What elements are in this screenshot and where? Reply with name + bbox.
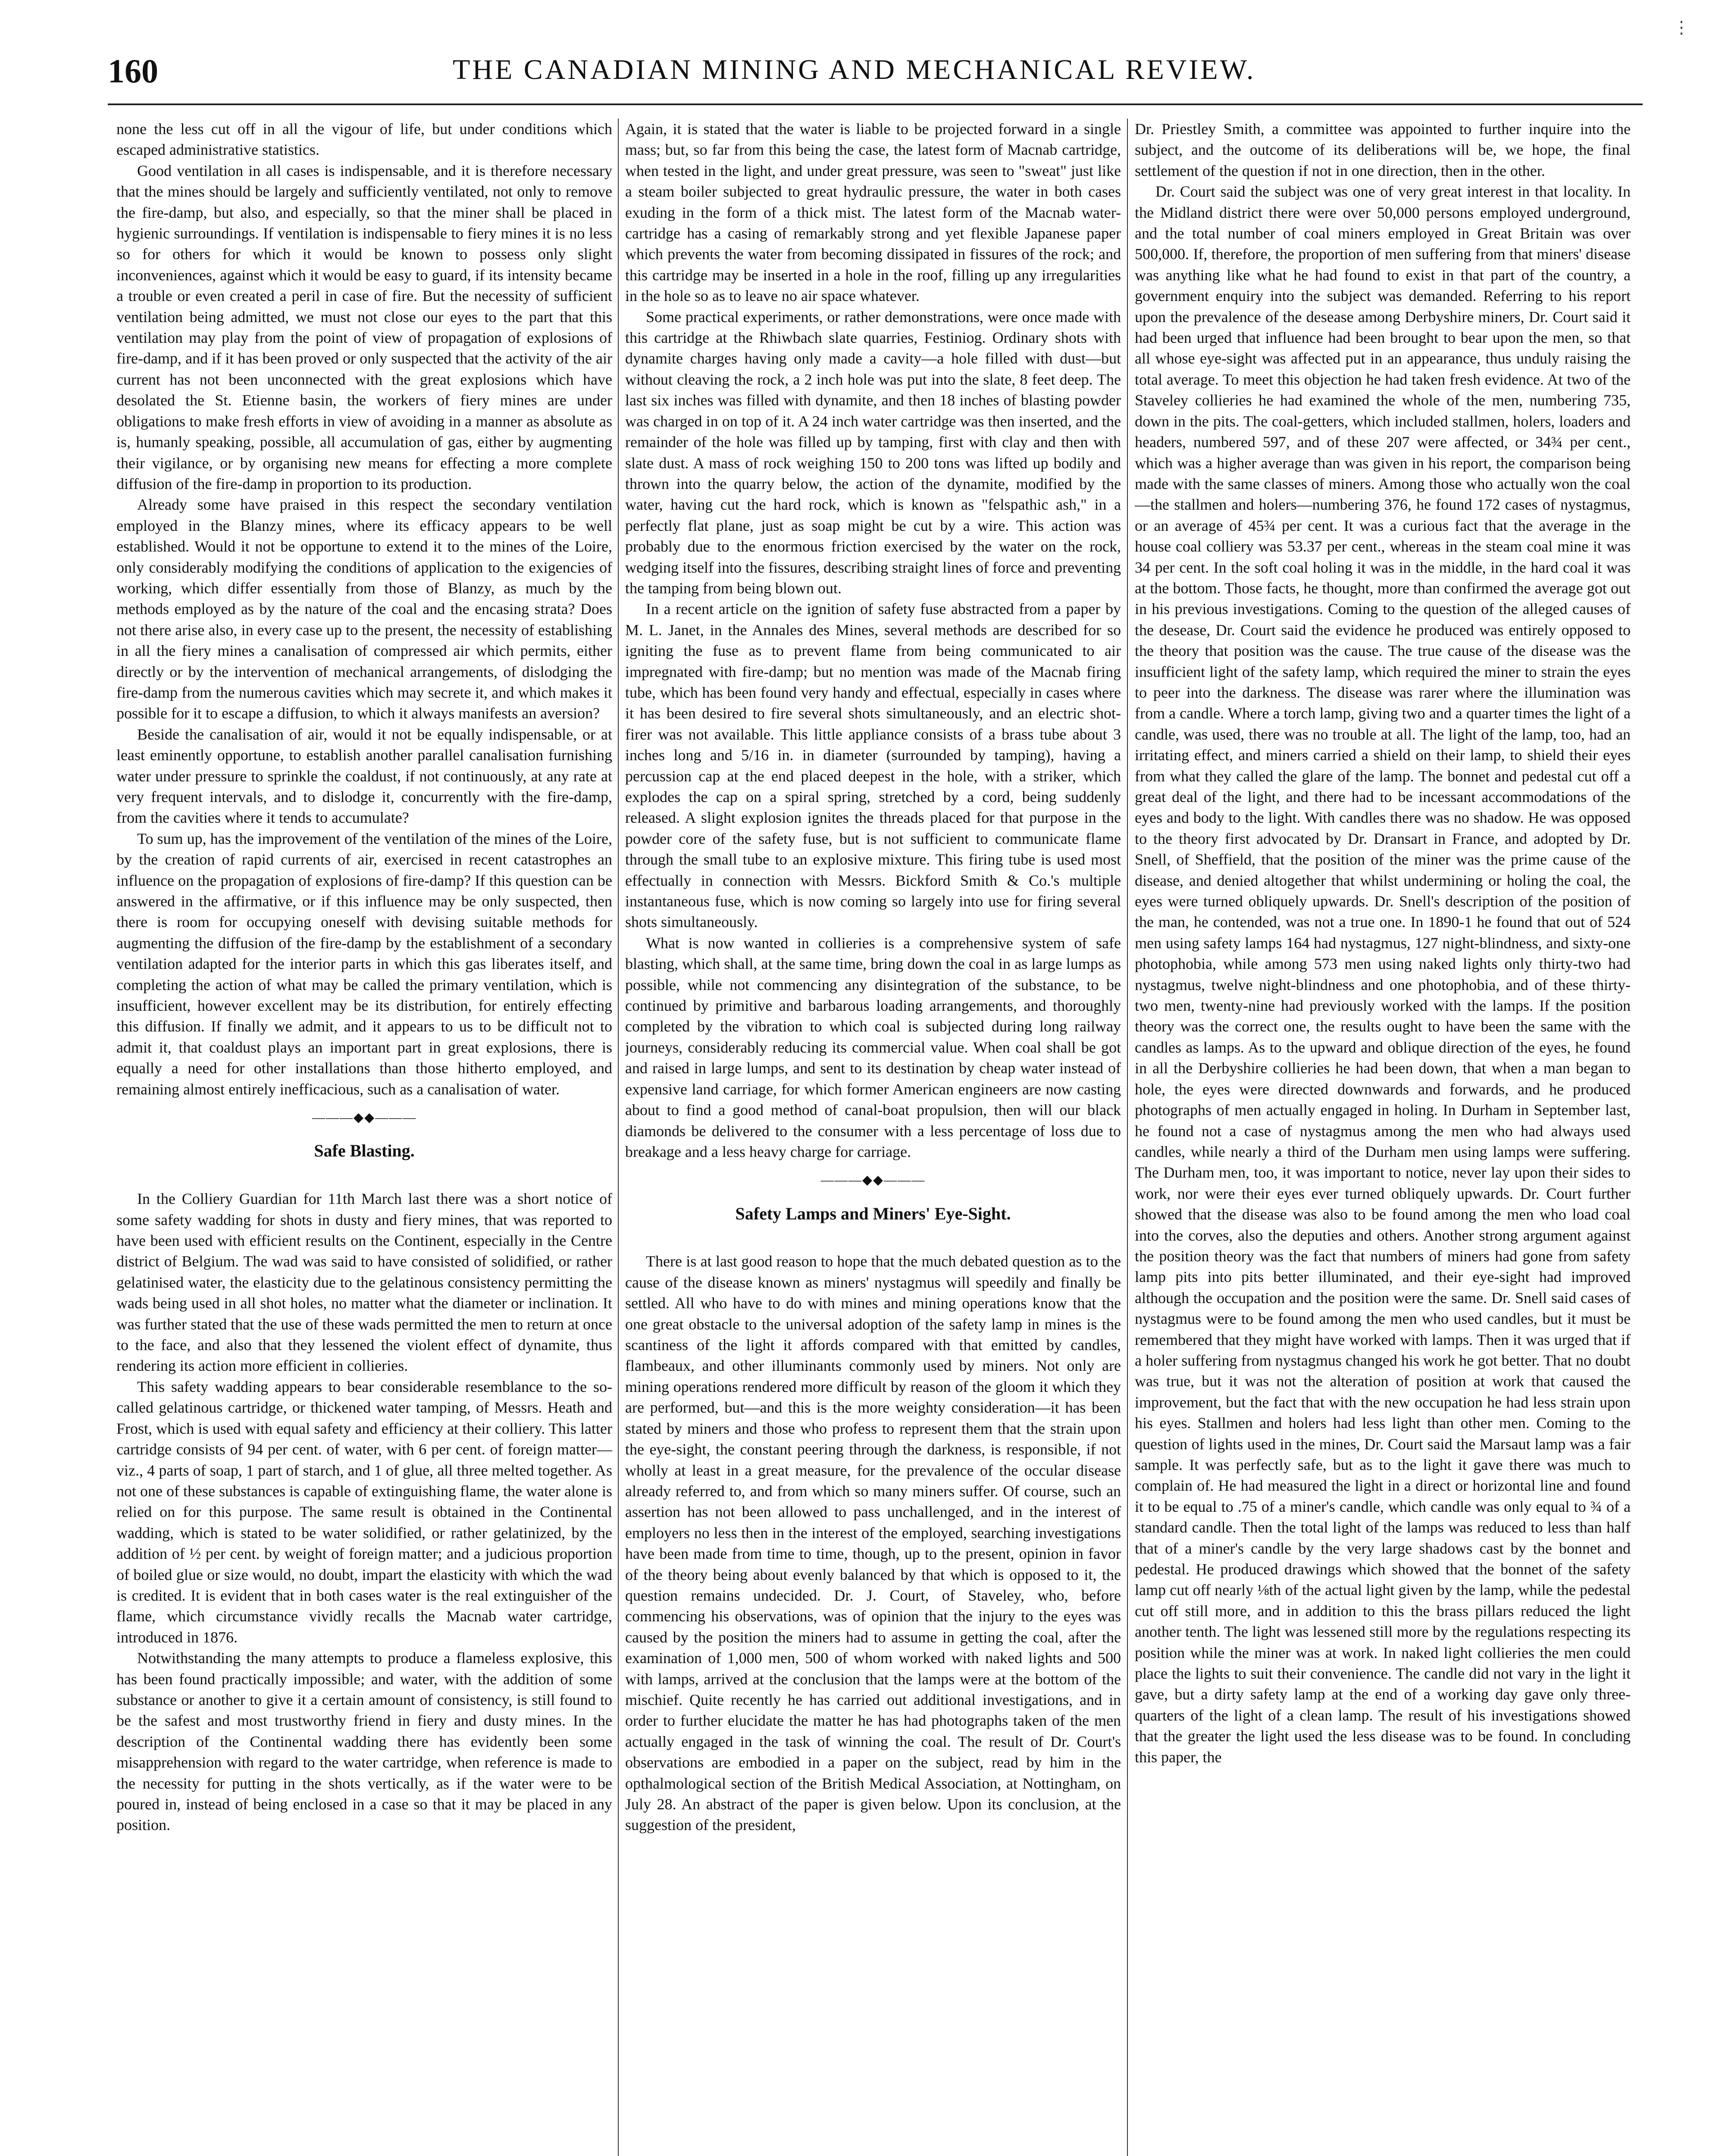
column-divider (618, 119, 619, 2156)
article-paragraph: Dr. Priestley Smith, a committee was appointed to further inquire into the subject, and the outcome of its deliberations will be, we hope, the final settlement of the question if not in one direction, then in the other. (1135, 120, 1631, 179)
column-right (1135, 119, 1631, 2156)
section-ornament: ———◆◆——— (820, 1173, 926, 1188)
section-heading-safe-blasting: Safe Blasting. (314, 1141, 415, 1161)
page-number: 160 (108, 52, 158, 90)
article-paragraph: Good ventilation in all cases is indispensable, and it is therefore necessary that the mines should be largely and sufficiently ventilated, not only to remove the fire-damp, but also, and especially, so that the miner shall be placed in hygienic surroundings. If ventilation is indispensable to fiery mines it is no less so for others for which it would be known to possess only slight inconveniences, against which it would be easy to guard, if its intensity became a trouble or even created a peril in case of fire. But the necessity of sufficient ventilation being admitted, we must not close our eyes to the part that this ventilation may play from the point of view of propagation of explosions of fire-damp, and if it has been proved or only suspected that the activity of the air current has not been unconnected with the great explosions which have desolated the St. Etienne basin, the workers of fiery mines are under obligations to make fresh efforts in view of avoiding in a manner as absolute as is, humanly speaking, possible, all accumulation of gas, either by augmenting their vigilance, or by organising new means for effecting a more complete diffusion of the fire-damp in proportion to its production. (116, 162, 612, 492)
article-paragraph: Again, it is stated that the water is liable to be projected forward in a single mass; but, so far from this being the case, the latest form of Macnab cartridge, when tested in the light, and under great pressure, was seen to "sweat" just like a steam boiler subjected to great hydraulic pressure, the water in both cases exuding in the form of a thick mist. The latest form of the Macnab water-cartridge has a casing of remarkably strong and yet flexible Japanese paper which prevents the water from becoming dissipated in fissures of the rock; and this cartridge may be inserted in a hole in the roof, filling up any irregularities in the hole so as to leave no air space whatever. (625, 120, 1121, 305)
article-paragraph: What is now wanted in collieries is a comprehensive system of safe blasting, which shall, at the same time, bring down the coal in as large lumps as possible, while not commencing any disintegration of the substance, to be continued by primitive and barbarous loading arrangements, and thoroughly completed by the vibration to which coal is subjected during long railway journeys, considerably reducing its commercial value. When coal shall be got and raised in large lumps, and sent to its destination by cheap water instead of expensive land carriage, for which former American engineers are now casting about to find a good method of canal-boat propulsion, then will our black diamonds be delivered to the consumer with a less percentage of loss due to breakage and a less heavy charge for carriage. (625, 934, 1121, 1160)
article-paragraph: Beside the canalisation of air, would it not be equally indispensable, or at least eminently opportune, to establish another parallel canalisation furnishing water under pressure to sprinkle the coaldust, if not continuously, at any rate at very frequent intervals, and to dislodge it, concurrently with the fire-damp, from the cavities where it tends to accumulate? (116, 725, 612, 827)
header-rule (108, 103, 1643, 105)
article-paragraph: Already some have praised in this respect the secondary ventilation employed in the Blanzy mines, where its efficacy appears to be well established. Would it not be opportune to extend it to the mines of the Loire, only considerably modifying the conditions of application to the exigencies of working, which differ essentially from those of Blanzy, as much by the methods employed as by the nature of the coal and the encasing strata? Does not there arise also, in every case up to the present, the necessity of establishing in all the fiery mines a canalisation of compressed air which permits, either directly or by the intervention of mechanical arrangements, of dislodging the fire-damp from the numerous cavities which may secrete it, and which makes it possible for it to escape a diffusion, to which it always manifests an aversion? (116, 496, 612, 722)
column-divider (1127, 119, 1128, 2156)
column-left (116, 119, 612, 2156)
article-paragraph: Some practical experiments, or rather demonstrations, were once made with this cartridge at the Rhiwbach slate quarries, Festiniog. Ordinary shots with dynamite charges having only made a cavity—a hole filled with dust—but without cleaving the rock, a 2 inch hole was put into the slate, 8 feet deep. The last six inches was filled with dynamite, and then 18 inches of blasting powder was charged in on top of it. A 24 inch water cartridge was then inserted, and the remainder of the hole was filled up by tamping, first with clay and then with slate dust. A mass of rock weighing 150 to 200 tons was lifted up bodily and thrown into the quarry below, the action of the dynamite, modified by the water, having cut the hard rock, which is known as "felspathic ash," in a perfectly flat plane, just as soap might be cut by a wire. This action was probably due to the enormous friction exercised by the water on the rock, wedging itself into the fissures, describing straight lines of force and preventing the tamping from being blown out. (625, 308, 1121, 597)
article-paragraph: In a recent article on the ignition of safety fuse abstracted from a paper by M. L. Janet, in the Annales des Mines, several methods are described for so igniting the fuse as to prevent flame from being communicated to air impregnated with fire-damp; but no mention was made of the Macnab firing tube, which has been found very handy and effectual, especially in cases where it has been desired to fire several shots simultaneously, and an electric shot-firer was not available. This little appliance consists of a brass tube about 3 inches long and 5/16 in. in diameter (surrounded by tamping), having a percussion cap at the end placed deepest in the hole, with a striker, which explodes the cap on a spiral spring, stretched by a cord, being suddenly released. A slight explosion ignites the threads placed for that purpose in the powder core of the safety fuse, but is not sufficient to communicate flame through the small tube to an explosive mixture. This firing tube is used most effectually in connection with Messrs. Bickford Smith & Co.'s multiple instantaneous fuse, which is now coming so largely into use for firing several shots simultaneously. (625, 600, 1121, 931)
article-paragraph: There is at last good reason to hope that the much debated question as to the cause of the disease known as miners' nystagmus will speedily and finally be settled. All who have to do with mines and mining operations know that the one great obstacle to the universal adoption of the safety lamp in mines is the scantiness of the light it affords compared with that emitted by candles, flambeaux, and other illuminants commonly used by miners. Not only are mining operations rendered more difficult by reason of the gloom it which they are performed, but—and this is the more weighty consideration—it has been stated by miners and those who profess to represent them that the strain upon the eye-sight, the constant peering through the darkness, is responsible, if not wholly at least in a great measure, for the prevalence of the occular disease already referred to, and from which so many miners suffer. Of course, such an assertion has not been allowed to pass unchallenged, and in the interest of employers no less then in the interest of the employed, searching investigations have been made from time to time, though, up to the present, opinion in favor of the theory being about evenly balanced by that which is opposed to it, the question remains undecided. Dr. J. Court, of Staveley, who, before commencing his observations, was of opinion that the injury to the eyes was caused by the position the miners had to assume in getting the coal, after the examination of 1,000 men, 500 of whom worked with naked lights and 500 with lamps, arrived at the conclusion that the lamps were at the bottom of the mischief. Quite recently he has carried out additional investigations, and in order to further elucidate the matter he has had photographs taken of the men actually engaged in the task of winning the coal. The result of Dr. Court's observations are embodied in a paper on the subject, read by him in the opthalmological section of the British Medical Association, at Nottingham, on July 28. An abstract of the paper is given below. Upon its conclusion, at the suggestion of the president, (625, 1253, 1121, 1834)
article-paragraph: This safety wadding appears to bear considerable resemblance to the so-called gelatinous cartridge, or thickened water tamping, of Messrs. Heath and Frost, which is used with equal safety and efficiency at their colliery. This latter cartridge consists of 94 per cent. of water, with 6 per cent. of foreign matter—viz., 4 parts of soap, 1 part of starch, and 1 of glue, all three melted together. As not one of these substances is capable of extinguishing flame, the water alone is relied on for this purpose. The same result is obtained in the Continental wadding, which is stated to be water solidified, or rather gelatinized, by the addition of ½ per cent. by weight of foreign matter; and a judicious proportion of boiled glue or size would, no doubt, impart the elasticity with which the wad is credited. It is evident that in both cases water is the real extinguisher of the flame, which circumstance vividly recalls the Macnab water cartridge, introduced in 1876. (116, 1378, 612, 1646)
article-paragraph: To sum up, has the improvement of the ventilation of the mines of the Loire, by the creation of rapid currents of air, exercised in recent catastrophes an influence on the propagation of explosions of fire-damp? If this question can be answered in the affirmative, or if this influence may be only suspected, then there is room for occupying oneself with devising suitable methods for augmenting the diffusion of the fire-damp by the establishment of a secondary ventilation adapted for the interior parts in which this gas liberates itself, and completing the action of what may be called the primary ventilation, which is insufficient, however excellent may be its distribution, for entirely effecting this diffusion. If finally we admit, and it appears to us to be difficult not to admit it, that coaldust plays an important part in great explosions, there is equally a need for other installations than those hitherto employed, and remaining almost entirely inefficacious, such as a canalisation of water. (116, 830, 612, 1098)
article-paragraph: Notwithstanding the many attempts to produce a flameless explosive, this has been found practically impossible; and water, with the addition of some substance or another to give it a certain amount of consistency, is still found to be the safest and most trustworthy friend in fiery and dusty mines. In the description of the Continental wadding there has evidently been some misapprehension with regard to the water cartridge, when reference is made to the necessity for putting in the shots vertically, as if the water were to be poured in, instead of being enclosed in a case so that it may be placed in any position. (116, 1649, 612, 1834)
page-header (108, 52, 1643, 103)
article-paragraph: Dr. Court said the subject was one of very great interest in that locality. In the Midland district there were over 50,000 persons employed underground, and the total number of coal miners employed in Great Britain was over 500,000. If, therefore, the proportion of men suffering from that miners' disease was anything like what he had found to exist in that part of the country, a government enquiry into the subject was demanded. Referring to his report upon the prevalence of the desease among Derbyshire miners, Dr. Court said it had been urged that influence had been brought to bear upon the men, so that all whose eye-sight was affected put in an appearance, thus unduly raising the total average. To meet this objection he had taken fresh evidence. At two of the Staveley collieries he had examined the whole of the men, numbering 735, down in the pits. The coal-getters, which included stallmen, holers, loaders and headers, numbered 597, and of these 207 were affected, or 34¾ per cent., which was a higher average than was given in his report, the comparison being made with the same classes of miners. Among those who actually won the coal—the stallmen and holers—numbering 376, he found 172 cases of nystagmus, or an average of 45¾ per cent. It was a curious fact that the average in the house coal colliery was 53.37 per cent., whereas in the steam coal mine it was 34 per cent. In the soft coal holing it was in the middle, in the hard coal it was at the bottom. Those facts, he thought, more than confirmed the average got out in his previous investigations. Coming to the question of the alleged causes of the desease, Dr. Court said the evidence he produced was entirely opposed to the theory that position was the cause. The true cause of the disease was the insufficient light of the safety lamp, which required the miner to strain the eyes to peer into the darkness. The disease was rarer where the illumination was from a candle. Where a torch lamp, giving two and a quarter times the light of a candle, was used, there was no trouble at all. The light of the lamp, too, had an irritating effect, and miners carried a shield on their lamp, to shield their eyes from what they called the glare of the lamp. The bonnet and pedestal cut off a great deal of the light, and there had to be incessant accommodations of the eyes and body to the light. With candles there was no shadow. He was opposed to the theory first advocated by Dr. Dransart in France, and adopted by Dr. Snell, of Sheffield, that the position of the miner was the prime cause of the disease, and denied altogether that whilst undermining or holing the coal, the eyes were turned obliquely upwards. Dr. Snell's description of the position of the man, he contended, was not a true one. In 1890-1 he found that out of 524 men using safety lamps 164 had nystagmus, 127 night-blindness, and sixty-one photophobia, while among 573 men using naked lights only thirty-two had nystagmus, twelve night-blindness and one photophobia, and of these thirty-two men, twenty-nine had previously worked with the lamps. If the position theory was the correct one, the results ought to have been the same with the candles as lamps. As to the upward and oblique direction of the eyes, he found in all the Derbyshire collieries he had been down, that when a man began to hole, the eyes were directed downwards and forwards, and he produced photographs of men actually engaged in holing. In Durham in September last, he found not a case of nystagmus among the men who had always used candles, while nearly a third of the Durham men using lamps were suffering. The Durham men, too, it was important to notice, never lay upon their sides to work, nor were their eyes ever turned obliquely upwards. Dr. Court further showed that the disease was also to be found among the men who load coal into the corves, also the deputies and others. Another strong argument against the position theory was the fact that numbers of miners had gone from safety lamp pits into pits better illuminated, and their eye-sight had improved although the occupation and the position were the same. Dr. Snell said cases of nystagmus were to be found among the men who used candles, but it must be remembered that they might have worked with lamps. Then it was urged that if a holer suffering from nystagmus changed his work he got better. That no doubt was true, but it was not the alteration of position at work that caused the improvement, but the fact that with the new occupation he had less strain upon his eyes. Stallmen and holers had less light than other men. Coming to the question of lights used in the mines, Dr. Court said the Marsaut lamp was a fair sample. It was perfectly safe, but as to the light it gave there was much to complain of. He had measured the light in a direct or horizontal line and found it to be equal to .75 of a miner's candle, which candle was only equal to ¾ of a standard candle. Then the total light of the lamps was reduced to less than half that of a miner's candle by the very large shadows cast by the bonnet and pedestal. He produced drawings which showed that the bonnet of the safety lamp cut off nearly ⅛th of the actual light given by the lamp, while the pedestal cut off still more, and in addition to this the brass pillars reduced the light another tenth. The light was lessened still more by the regulations respecting its position while the miner was at work. In naked light collieries the men could place the lights to suit their convenience. The candle did not vary in the light it gave, but a dirty safety lamp at the end of a working day gave only three-quarters of the light of a clean lamp. The result of his investigations showed that the greater the light used the less disease was to be found. In concluding this paper, the (1135, 183, 1631, 1766)
section-ornament: ———◆◆——— (312, 1110, 417, 1125)
corner-mark: ⋮ (1673, 18, 1690, 37)
column-middle (625, 119, 1121, 2156)
section-heading-safety-lamps: Safety Lamps and Miners' Eye-Sight. (735, 1203, 1011, 1223)
article-paragraph: In the Colliery Guardian for 11th March last there was a short notice of some safety wadding for shots in dusty and fiery mines, that was reported to have been used with efficient results on the Continent, especially in the Centre district of Belgium. The wad was said to have consisted of solidified, or rather gelatinised water, the elasticity due to the gelatinous consistency permitting the wads being used in all shot holes, no matter what the diameter or inclination. It was further stated that the use of these wads permitted the men to return at once to the face, and also that they lessened the violent effect of dynamite, thus rendering its action more efficient in collieries. (116, 1190, 612, 1375)
article-paragraph: none the less cut off in all the vigour of life, but under conditions which escaped administrative statistics. (116, 120, 612, 159)
running-title: THE CANADIAN MINING AND MECHANICAL REVIEW. (453, 54, 1256, 85)
